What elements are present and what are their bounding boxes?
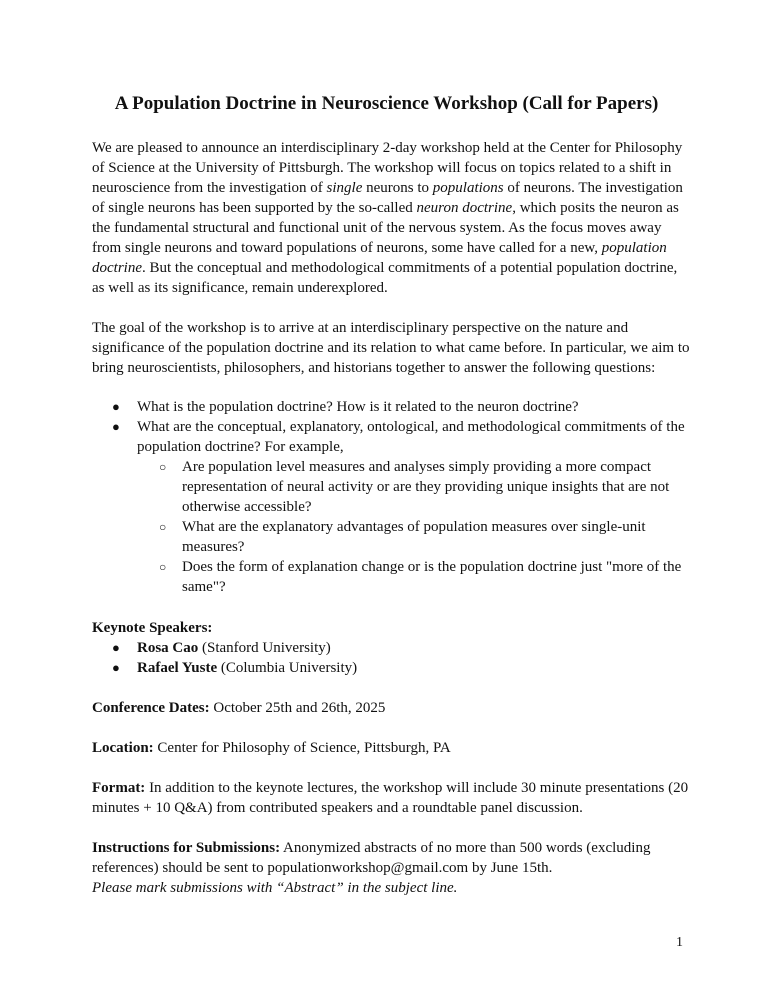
format-label: Format:	[92, 780, 146, 796]
sub-question-text: Are population level measures and analyses simply providing a more compact representation of neural activity or are they providing unique insights that are not otherwise accessible?	[182, 459, 670, 515]
speaker-name: Rosa Cao	[137, 640, 199, 656]
sub-questions-list	[137, 457, 692, 597]
intro-emph-population-doctrine: population doctrine	[92, 240, 667, 276]
location-value: Center for Philosophy of Science, Pittsburgh, PA	[153, 740, 451, 756]
question-text: What is the population doctrine? How is it related to the neuron doctrine?	[137, 399, 579, 415]
intro-emph-populations: populations	[432, 180, 504, 196]
bullet-icon: ●	[112, 640, 120, 655]
intro-text-3: of neurons. The investigation of single neurons has been supported by the so-called	[92, 180, 683, 216]
goal-text: The goal of the workshop is to arrive at an interdisciplinary perspective on the nature and significance of the population doctrine and its relation to what came before. In particular, we aim to bring neuroscientists, philosophers, and historians together to answer the following questions:	[92, 320, 690, 376]
submission-instructions	[92, 838, 692, 898]
dates-label: Conference Dates:	[92, 700, 210, 716]
intro-emph-single: single	[326, 180, 363, 196]
sub-question-item	[137, 457, 692, 517]
format	[92, 778, 692, 818]
question-item	[92, 397, 692, 417]
format-value: In addition to the keynote lectures, the workshop will include 30 minute presentations (20 minutes + 10 Q&A) from contributed speakers and a roundtable panel discussion.	[92, 780, 689, 816]
instructions-value: Anonymized abstracts of no more than 500 words (excluding references) should be sent to populationworkshop@gmail.com by June 15th.	[92, 840, 651, 876]
location	[92, 738, 692, 758]
hollow-bullet-icon: ○	[159, 460, 167, 474]
intro-text-5: . But the conceptual and methodological commitments of a potential population doctrine, as well as its significance, remain underexplored.	[92, 260, 678, 296]
intro-text-4: , which posits the neuron as the fundamental structural and functional unit of the nervous system. As the focus moves away from single neurons and toward populations of neurons, some have called for a new,	[92, 200, 679, 256]
instructions-label: Instructions for Submissions:	[92, 840, 281, 856]
instructions-note: Please mark submissions with “Abstract” in the subject line.	[92, 880, 458, 896]
hollow-bullet-icon: ○	[159, 520, 167, 534]
speaker-item	[92, 638, 692, 658]
speaker-affiliation: (Columbia University)	[217, 660, 358, 676]
conference-dates	[92, 698, 692, 718]
hollow-bullet-icon: ○	[159, 560, 167, 574]
question-item	[92, 417, 692, 597]
intro-emph-neuron-doctrine: neuron doctrine	[416, 200, 513, 216]
intro-text-2: neurons to	[362, 180, 433, 196]
dates-value: October 25th and 26th, 2025	[209, 700, 386, 716]
speaker-item	[92, 658, 692, 678]
keynote-heading	[92, 618, 692, 638]
sub-question-text: Does the form of explanation change or is the population doctrine just "more of the same"?	[182, 559, 682, 595]
bullet-icon: ●	[112, 660, 120, 675]
speaker-affiliation: (Stanford University)	[198, 640, 331, 656]
speaker-name: Rafael Yuste	[137, 660, 218, 676]
page-title: A Population Doctrine in Neuroscience Workshop (Call for Papers)	[114, 93, 659, 114]
sub-question-text: What are the explanatory advantages of population measures over single-unit measures?	[182, 519, 646, 555]
keynote-heading-label: Keynote Speakers:	[92, 620, 213, 636]
goal-paragraph	[92, 318, 692, 378]
questions-list	[92, 397, 692, 597]
question-text: What are the conceptual, explanatory, ontological, and methodological commitments of the population doctrine? For example,	[137, 419, 685, 455]
sub-question-item	[137, 517, 692, 557]
intro-text-1: We are pleased to announce an interdisciplinary 2-day workshop held at the Center for Philosophy of Science at the University of Pittsburgh. The workshop will focus on topics related to a shift in neuroscience from the investigation of	[92, 140, 683, 196]
intro-paragraph	[92, 138, 692, 298]
location-label: Location:	[92, 740, 154, 756]
sub-question-item	[137, 557, 692, 597]
page-number: 1	[676, 935, 683, 950]
keynote-speakers-list	[92, 638, 692, 678]
bullet-icon: ●	[112, 419, 120, 434]
bullet-icon: ●	[112, 399, 120, 414]
